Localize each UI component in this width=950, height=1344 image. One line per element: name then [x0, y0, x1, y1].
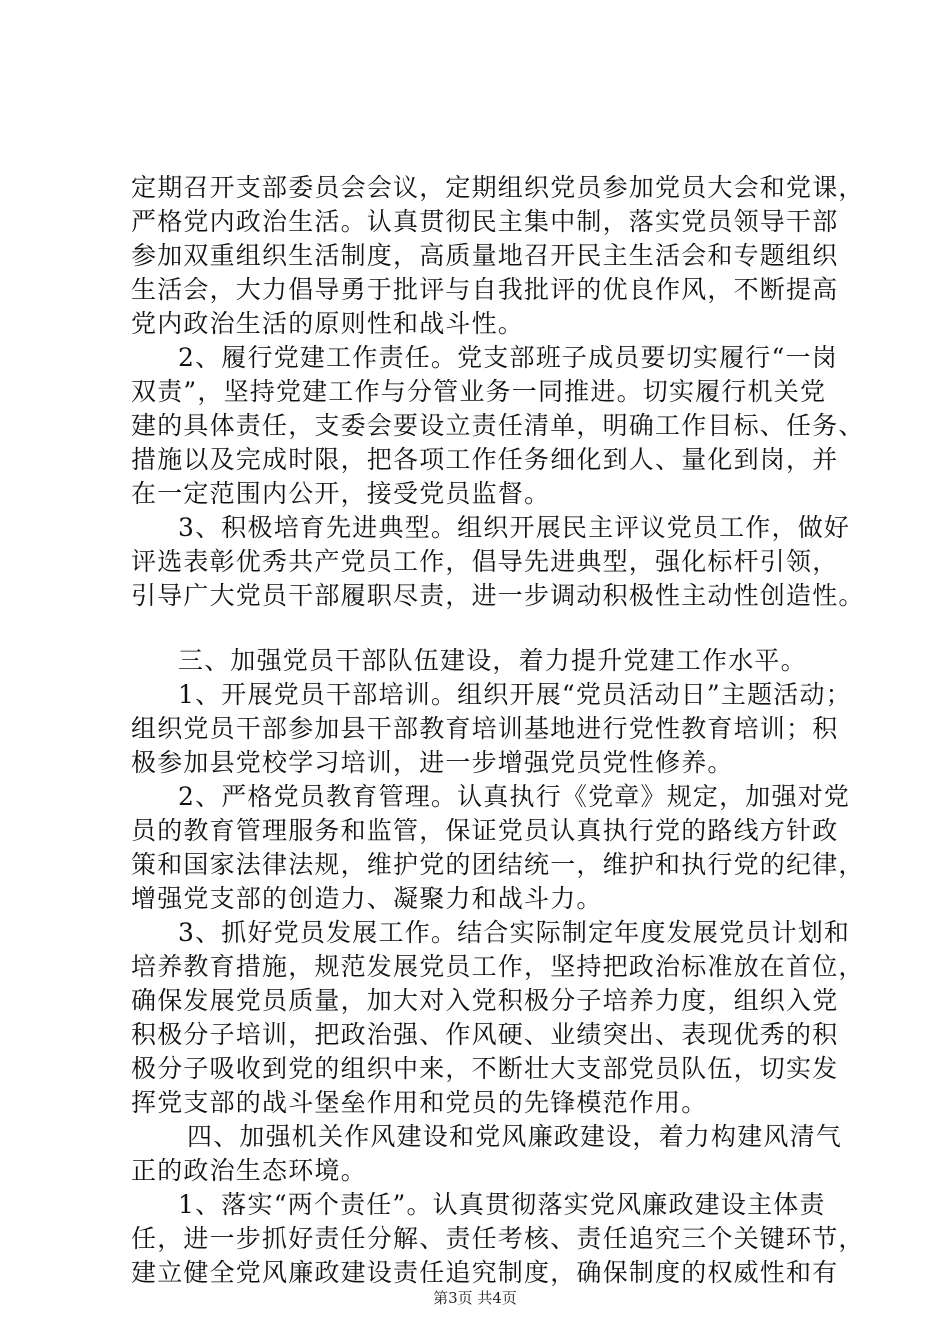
text-line: 任，进一步抓好责任分解、责任考核、责任追究三个关键环节， — [131, 1224, 865, 1253]
text-line: 培养教育措施，规范发展党员工作，坚持把政治标准放在首位， — [131, 952, 865, 981]
paragraph-first-line: 2、严格党员教育管理。认真执行《党章》规定，加强对党 — [178, 782, 851, 811]
text-line: 定期召开支部委员会会议，定期组织党员参加党员大会和党课， — [131, 173, 865, 202]
text-line: 评选表彰优秀共产党员工作，倡导先进典型，强化标杆引领， — [131, 547, 839, 576]
section-heading: 四、加强机关作风建设和党风廉政建设，着力构建风清气 — [187, 1122, 843, 1151]
text-line: 严格党内政治生活。认真贯彻民主集中制，落实党员领导干部 — [131, 207, 839, 236]
text-line: 引导广大党员干部履职尽责，进一步调动积极性主动性创造性。 — [131, 581, 865, 610]
paragraph-first-line: 2、履行党建工作责任。党支部班子成员要切实履行“一岗 — [178, 343, 838, 372]
section-heading: 三、加强党员干部队伍建设，着力提升党建工作水平。 — [178, 646, 807, 675]
text-line: 策和国家法律法规，维护党的团结统一，维护和执行党的纪律， — [131, 850, 865, 879]
paragraph-first-line: 1、开展党员干部培训。组织开展“党员活动日”主题活动； — [178, 680, 852, 709]
text-line: 措施以及完成时限，把各项工作任务细化到人、量化到岗，并 — [131, 445, 839, 474]
text-line: 增强党支部的创造力、凝聚力和战斗力。 — [131, 884, 603, 913]
text-line: 生活会，大力倡导勇于批评与自我批评的优良作风，不断提高 — [131, 275, 839, 304]
text-line: 双责”，坚持党建工作与分管业务一同推进。切实履行机关党 — [131, 377, 827, 406]
text-line: 参加双重组织生活制度，高质量地召开民主生活会和专题组织 — [131, 241, 839, 270]
paragraph-first-line: 3、抓好党员发展工作。结合实际制定年度发展党员计划和 — [178, 918, 851, 947]
page-number: 第3页 共4页 — [433, 1289, 517, 1307]
paragraph-first-line: 1、落实“两个责任”。认真贯彻落实党风廉政建设主体责 — [178, 1190, 826, 1219]
text-line: 组织党员干部参加县干部教育培训基地进行党性教育培训；积 — [131, 714, 839, 743]
text-line: 挥党支部的战斗堡垒作用和党员的先锋模范作用。 — [131, 1088, 708, 1117]
text-line: 极参加县党校学习培训，进一步增强党员党性修养。 — [131, 748, 734, 777]
section-heading-continuation: 正的政治生态环境。 — [131, 1156, 367, 1185]
text-line: 确保发展党员质量，加大对入党积极分子培养力度，组织入党 — [131, 986, 839, 1015]
text-line: 极分子吸收到党的组织中来，不断壮大支部党员队伍，切实发 — [131, 1054, 839, 1083]
text-line: 在一定范围内公开，接受党员监督。 — [131, 479, 551, 508]
text-line: 建的具体责任，支委会要设立责任清单，明确工作目标、任务、 — [131, 411, 865, 440]
paragraph-first-line: 3、积极培育先进典型。组织开展民主评议党员工作，做好 — [178, 513, 851, 542]
text-line: 员的教育管理服务和监管，保证党员认真执行党的路线方针政 — [131, 816, 839, 845]
text-line: 积极分子培训，把政治强、作风硬、业绩突出、表现优秀的积 — [131, 1020, 839, 1049]
text-line: 建立健全党风廉政建设责任追究制度，确保制度的权威性和有 — [131, 1258, 839, 1287]
text-line: 党内政治生活的原则性和战斗性。 — [131, 309, 525, 338]
